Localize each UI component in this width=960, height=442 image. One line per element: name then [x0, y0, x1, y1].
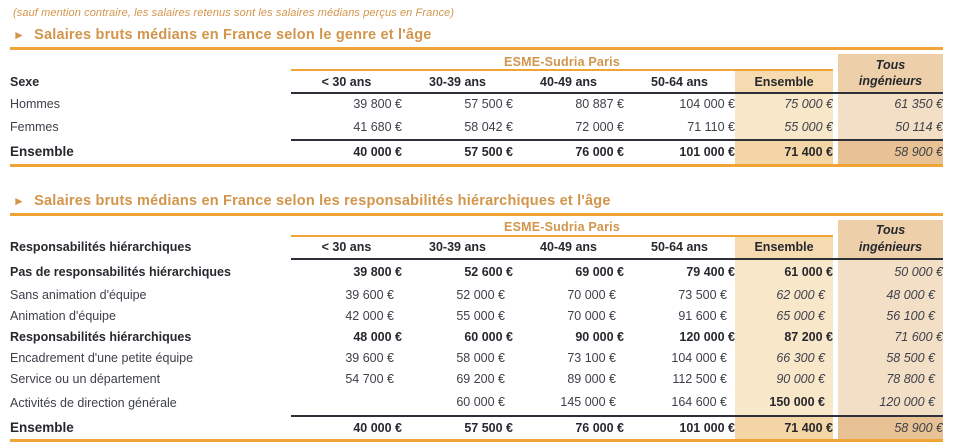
value-cell: 40 000 € [291, 140, 402, 165]
value-cell-ensemble: 66 300 € [735, 348, 833, 369]
table-row [10, 369, 943, 390]
value-cell: 70 000 € [513, 285, 624, 306]
value-cell: 120 000 € [624, 327, 735, 348]
value-cell: 145 000 € [513, 390, 624, 416]
value-cell: 55 000 € [402, 306, 513, 327]
column-header: < 30 ans [291, 70, 402, 93]
value-cell: 112 500 € [624, 369, 735, 390]
value-cell: 52 000 € [402, 285, 513, 306]
section-title-gender [10, 26, 943, 50]
row-label: Animation d'équipe [10, 306, 291, 327]
row-label: Ensemble [10, 140, 291, 165]
value-cell: 39 600 € [291, 348, 402, 369]
value-cell-tous: 58 900 € [838, 140, 943, 165]
footnote: (sauf mention contraire, les salaires retenus sont les salaires médians perçus en France) [13, 7, 950, 19]
value-cell: 101 000 € [624, 140, 735, 165]
value-cell-tous: 48 000 € [838, 285, 943, 306]
value-cell: 41 680 € [291, 114, 402, 140]
value-cell: 70 000 € [513, 306, 624, 327]
value-cell-ensemble: 55 000 € [735, 114, 833, 140]
value-cell: 58 042 € [402, 114, 513, 140]
value-cell-ensemble: 71 400 € [735, 140, 833, 165]
value-cell-ensemble: 65 000 € [735, 306, 833, 327]
total-row [10, 416, 943, 441]
value-cell: 39 800 € [291, 259, 402, 285]
total-row [10, 140, 943, 165]
value-cell-tous: 56 100 € [838, 306, 943, 327]
table-row [10, 327, 943, 348]
row-label: Pas de responsabilités hiérarchiques [10, 259, 291, 285]
tous-header-line1: Tous [838, 222, 943, 238]
column-header: 50-64 ans [624, 70, 735, 93]
table-row [10, 306, 943, 327]
section-title-text: Salaires bruts médians en France selon le genre et l'âge [34, 27, 431, 43]
row-label: Sans animation d'équipe [10, 285, 291, 306]
tous-ingenieurs-header [838, 54, 943, 93]
value-cell: 72 000 € [513, 114, 624, 140]
value-cell-ensemble: 87 200 € [735, 327, 833, 348]
value-cell: 104 000 € [624, 93, 735, 114]
column-header-ensemble: Ensemble [735, 70, 833, 93]
tous-header-line2: ingénieurs [838, 73, 943, 89]
column-header: 40-49 ans [513, 70, 624, 93]
value-cell-ensemble: 90 000 € [735, 369, 833, 390]
value-cell: 164 600 € [624, 390, 735, 416]
row-label: Ensemble [10, 416, 291, 441]
column-header-row [10, 236, 943, 259]
table-row [10, 259, 943, 285]
value-cell: 58 000 € [402, 348, 513, 369]
value-cell-tous: 58 900 € [838, 416, 943, 441]
value-cell: 60 000 € [402, 327, 513, 348]
group-header-row [10, 220, 943, 236]
column-gap [833, 236, 838, 259]
row-group-header: Responsabilités hiérarchiques [10, 236, 291, 259]
column-header: < 30 ans [291, 236, 402, 259]
value-cell-tous: 50 000 € [838, 259, 943, 285]
column-header-ensemble: Ensemble [735, 236, 833, 259]
value-cell: 42 000 € [291, 306, 402, 327]
value-cell: 91 600 € [624, 306, 735, 327]
value-cell: 89 000 € [513, 369, 624, 390]
value-cell: 57 500 € [402, 416, 513, 441]
tous-header-line2: ingénieurs [838, 239, 943, 255]
column-header: 40-49 ans [513, 236, 624, 259]
value-cell-tous: 78 800 € [838, 369, 943, 390]
value-cell: 80 887 € [513, 93, 624, 114]
tous-ingenieurs-header [838, 220, 943, 259]
value-cell: 69 000 € [513, 259, 624, 285]
value-cell: 79 400 € [624, 259, 735, 285]
row-label: Hommes [10, 93, 291, 114]
value-cell: 101 000 € [624, 416, 735, 441]
value-cell-tous: 61 350 € [838, 93, 943, 114]
value-cell: 76 000 € [513, 416, 624, 441]
table-row [10, 390, 943, 416]
column-header: 30-39 ans [402, 236, 513, 259]
section-arrow-icon: ► [13, 195, 25, 207]
blank-cell [10, 220, 291, 236]
value-cell: 73 100 € [513, 348, 624, 369]
value-cell-ensemble: 62 000 € [735, 285, 833, 306]
section-arrow-icon: ► [13, 29, 25, 41]
value-cell-ensemble: 71 400 € [735, 416, 833, 441]
section-title-text: Salaires bruts médians en France selon les responsabilités hiérarchiques et l'âge [34, 193, 611, 209]
table-row [10, 114, 943, 140]
value-cell-ensemble: 75 000 € [735, 93, 833, 114]
value-cell-ensemble: 61 000 € [735, 259, 833, 285]
value-cell: 39 800 € [291, 93, 402, 114]
table-row [10, 285, 943, 306]
group-header-row [10, 54, 943, 70]
section-title-responsibilities [10, 192, 943, 216]
value-cell: 39 600 € [291, 285, 402, 306]
value-cell: 48 000 € [291, 327, 402, 348]
esme-group-header: ESME-Sudria Paris [291, 220, 833, 236]
value-cell: 73 500 € [624, 285, 735, 306]
value-cell: 71 110 € [624, 114, 735, 140]
value-cell-ensemble: 150 000 € [735, 390, 833, 416]
table-row [10, 348, 943, 369]
value-cell: 76 000 € [513, 140, 624, 165]
value-cell: 90 000 € [513, 327, 624, 348]
row-group-header: Sexe [10, 70, 291, 93]
value-cell: 57 500 € [402, 140, 513, 165]
row-label: Activités de direction générale [10, 390, 291, 416]
value-cell-tous: 120 000 € [838, 390, 943, 416]
value-cell: 69 200 € [402, 369, 513, 390]
row-label: Encadrement d'une petite équipe [10, 348, 291, 369]
value-cell: 52 600 € [402, 259, 513, 285]
table-row [10, 93, 943, 114]
value-cell: 60 000 € [402, 390, 513, 416]
value-cell-tous: 50 114 € [838, 114, 943, 140]
column-header-row [10, 70, 943, 93]
blank-cell [10, 54, 291, 70]
value-cell-tous: 71 600 € [838, 327, 943, 348]
value-cell: 57 500 € [402, 93, 513, 114]
salary-table-responsibilities [10, 220, 943, 442]
column-header: 30-39 ans [402, 70, 513, 93]
value-cell-tous: 58 500 € [838, 348, 943, 369]
value-cell: 40 000 € [291, 416, 402, 441]
salary-table-gender [10, 54, 943, 167]
esme-group-header: ESME-Sudria Paris [291, 54, 833, 70]
row-label: Femmes [10, 114, 291, 140]
row-label: Responsabilités hiérarchiques [10, 327, 291, 348]
column-header: 50-64 ans [624, 236, 735, 259]
row-label: Service ou un département [10, 369, 291, 390]
value-cell [291, 390, 402, 416]
value-cell: 104 000 € [624, 348, 735, 369]
value-cell: 54 700 € [291, 369, 402, 390]
column-gap [833, 70, 838, 93]
tous-header-line1: Tous [838, 57, 943, 73]
